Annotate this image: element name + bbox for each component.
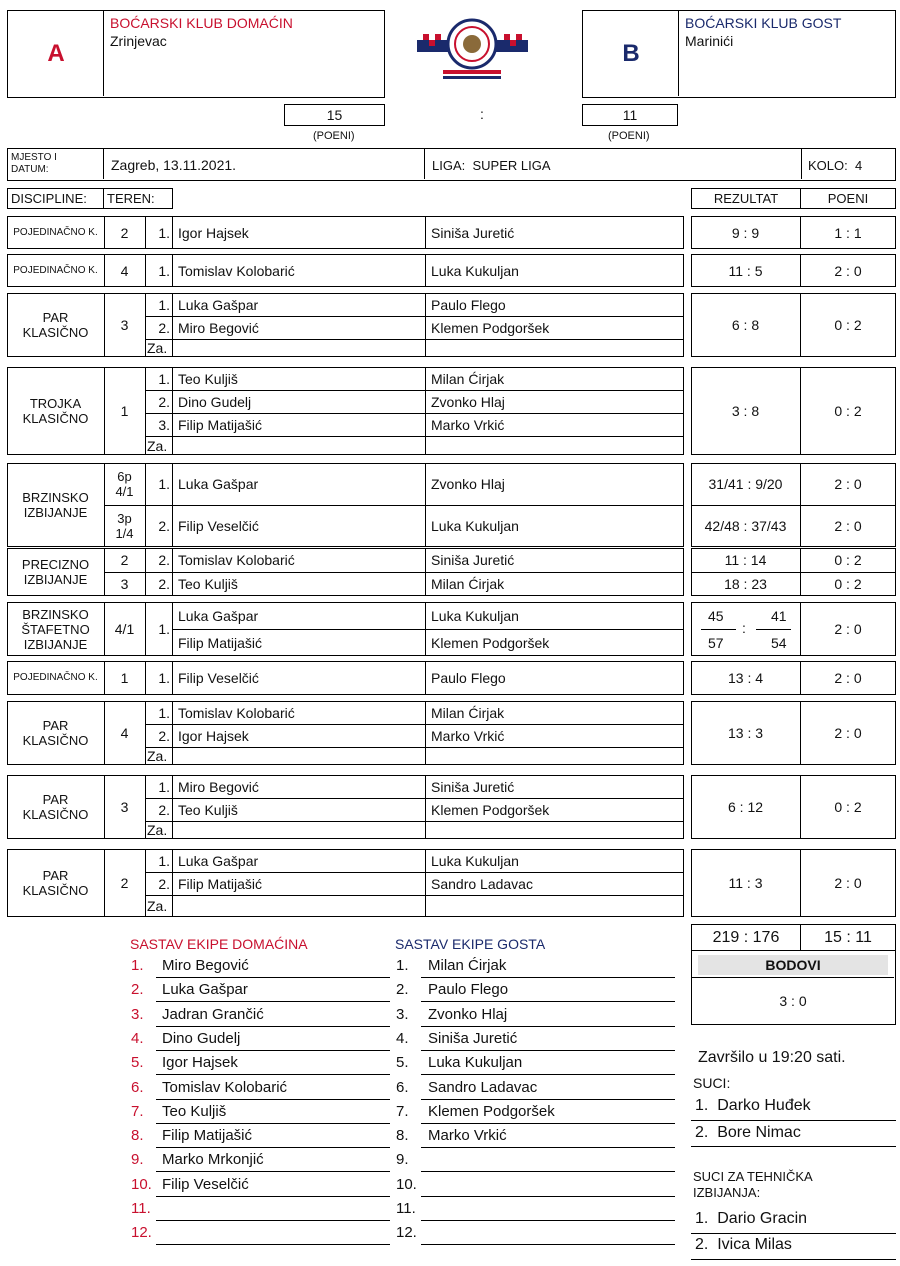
home-player: Filip Veselčić	[178, 670, 259, 686]
away-roster-player: Milan Ćirjak	[428, 957, 507, 974]
bodovi-label: BODOVI	[698, 955, 888, 975]
match-points: 0 : 2	[834, 576, 862, 592]
judges-label: SUCI:	[693, 1075, 731, 1091]
discipline-header: DISCIPLINE:	[7, 188, 104, 209]
relay-away-1: 41	[771, 608, 787, 624]
points-header: POENI	[800, 188, 896, 209]
away-roster-number: 5.	[396, 1054, 409, 1071]
discipline-label: PRECIZNO IZBIJANJE	[21, 557, 90, 587]
substitute-label: Za.	[147, 898, 168, 914]
match-points: 2 : 0	[834, 875, 862, 891]
match-result: 6 : 8	[731, 317, 760, 333]
relay-colon: :	[742, 620, 746, 636]
home-player: Filip Veselčić	[178, 518, 259, 534]
away-roster-player: Marko Vrkić	[428, 1127, 507, 1144]
away-player: Luka Kukuljan	[431, 607, 519, 624]
player-number: 1.	[158, 704, 170, 721]
player-number: 2.	[158, 319, 170, 336]
player-number: 2.	[158, 518, 170, 534]
home-player: Luka Gašpar	[178, 607, 259, 624]
home-player: Tomislav Kolobarić	[178, 262, 295, 279]
away-player: Luka Kukuljan	[431, 262, 519, 279]
away-player: Milan Ćirjak	[431, 370, 505, 387]
substitute-label: Za.	[147, 822, 168, 838]
player-number: 2.	[158, 727, 170, 744]
away-roster-number: 12.	[396, 1224, 417, 1241]
terrain-number: 1	[120, 403, 129, 419]
away-player: Klemen Podgoršek	[431, 801, 550, 818]
home-player: Filip Matijašić	[178, 416, 263, 433]
bodovi-box	[691, 950, 896, 1025]
result-header: REZULTAT	[691, 188, 801, 209]
terrain-number: 2	[120, 551, 129, 568]
total-score: 219 : 176	[691, 924, 801, 951]
finished-time: Završilo u 19:20 sati.	[698, 1049, 846, 1066]
away-player: Paulo Flego	[431, 296, 506, 313]
home-player: Tomislav Kolobarić	[178, 552, 295, 568]
away-player: Siniša Juretić	[431, 552, 515, 568]
tech-judge-1: 1. Dario Gracin	[695, 1210, 808, 1227]
discipline-label: POJEDINAČNO K.	[13, 672, 98, 683]
player-number: 1.	[158, 852, 170, 869]
match-result: 9 : 9	[731, 224, 760, 241]
away-roster-player: Klemen Podgoršek	[428, 1103, 555, 1120]
away-roster-number: 3.	[396, 1006, 409, 1023]
match-points: 0 : 2	[834, 552, 862, 568]
home-roster-player: Jadran Grančić	[162, 1006, 264, 1023]
away-team-name: Marinići	[685, 33, 734, 49]
home-player: Miro Begović	[178, 778, 259, 795]
player-number: 2.	[158, 875, 170, 892]
league-value: LIGA: SUPER LIGA	[432, 158, 551, 173]
away-player: Milan Ćirjak	[431, 576, 505, 592]
home-roster-player: Dino Gudelj	[162, 1030, 241, 1047]
player-number: 2.	[158, 552, 170, 568]
terrain-number: 4	[120, 262, 129, 279]
place-label: MJESTO I DATUM:	[11, 152, 57, 175]
home-roster-number: 9.	[131, 1151, 144, 1168]
away-points: 11	[582, 104, 678, 126]
relay-away-2: 54	[771, 635, 787, 651]
player-number: 3.	[158, 416, 170, 433]
discipline-label: PAR KLASIČNO	[22, 868, 89, 898]
home-roster-title: SASTAV EKIPE DOMAĆINA	[130, 936, 308, 952]
home-player: Luka Gašpar	[178, 852, 259, 869]
home-roster-number: 1.	[131, 957, 144, 974]
player-number: 1.	[158, 621, 170, 637]
away-player: Siniša Juretić	[431, 778, 515, 795]
player-number: 1.	[158, 670, 170, 686]
match-result: 11 : 14	[724, 552, 767, 568]
home-roster-number: 11.	[131, 1200, 151, 1217]
terrain-number: 2	[120, 224, 129, 241]
bodovi-value: 3 : 0	[779, 993, 807, 1009]
away-player: Zvonko Hlaj	[431, 393, 505, 410]
home-team-letter: A	[47, 39, 65, 67]
terrain-header: TEREN:	[103, 188, 173, 209]
away-roster-player: Siniša Juretić	[428, 1030, 518, 1047]
home-team-name: Zrinjevac	[110, 33, 167, 49]
match-result: 18 : 23	[724, 576, 767, 592]
away-roster-number: 2.	[396, 981, 409, 998]
home-player: Tomislav Kolobarić	[178, 704, 295, 721]
player-number: 1.	[158, 476, 170, 492]
away-player: Sandro Ladavac	[431, 875, 533, 892]
away-team-label: BOĆARSKI KLUB GOST	[685, 15, 842, 31]
terrain-number: 1	[120, 670, 129, 686]
away-roster-number: 1.	[396, 957, 409, 974]
away-roster-player: Zvonko Hlaj	[428, 1006, 508, 1023]
match-result: 6 : 12	[727, 799, 764, 815]
away-player: Marko Vrkić	[431, 416, 505, 433]
terrain-number: 4	[120, 725, 129, 741]
away-roster-player: Luka Kukuljan	[428, 1054, 523, 1071]
discipline-label: PAR KLASIČNO	[22, 792, 89, 822]
match-points: 0 : 2	[834, 403, 862, 419]
match-result: 11 : 5	[728, 262, 763, 279]
terrain-number: 2	[120, 875, 129, 891]
relay-home-2: 57	[708, 635, 724, 651]
substitute-label: Za.	[147, 748, 168, 764]
home-player: Miro Begović	[178, 319, 259, 336]
home-roster-number: 10.	[131, 1176, 152, 1193]
home-player: Dino Gudelj	[178, 393, 252, 410]
away-player: Luka Kukuljan	[431, 518, 519, 534]
home-roster-player: Teo Kuljiš	[162, 1103, 227, 1120]
home-player: Filip Matijašić	[178, 875, 263, 892]
relay-home-1: 45	[708, 608, 724, 624]
terrain-number: 3	[120, 575, 129, 592]
away-player: Luka Kukuljan	[431, 852, 519, 869]
match-points: 2 : 0	[834, 262, 862, 279]
home-roster-number: 7.	[131, 1103, 144, 1120]
home-roster-number: 4.	[131, 1030, 144, 1047]
substitute-label: Za.	[147, 340, 168, 356]
substitute-label: Za.	[147, 437, 168, 454]
home-player: Luka Gašpar	[178, 476, 259, 492]
player-number: 2.	[158, 393, 170, 410]
match-points: 2 : 0	[834, 670, 862, 686]
home-player: Teo Kuljiš	[178, 801, 238, 818]
away-team-letter: B	[622, 39, 640, 67]
home-roster-number: 3.	[131, 1006, 144, 1023]
total-points: 15 : 11	[800, 924, 896, 951]
match-points: 2 : 0	[834, 725, 862, 741]
terrain-number: 3	[120, 799, 129, 815]
round-value: KOLO: 4	[808, 158, 863, 173]
discipline-label: POJEDINAČNO K.	[13, 264, 98, 276]
player-number: 2.	[158, 801, 170, 818]
match-result: 11 : 3	[728, 875, 763, 891]
away-roster-number: 6.	[396, 1079, 409, 1096]
away-roster-player: Sandro Ladavac	[428, 1079, 538, 1096]
judge-1: 1. Darko Huđek	[695, 1097, 811, 1114]
match-points: 0 : 2	[834, 799, 862, 815]
match-points: 0 : 2	[834, 317, 862, 333]
match-points: 2 : 0	[834, 518, 862, 534]
discipline-label: BRZINSKO IZBIJANJE	[22, 490, 89, 520]
player-number: 1.	[158, 370, 170, 387]
away-roster-number: 4.	[396, 1030, 409, 1047]
match-result: 42/48 : 37/43	[704, 518, 787, 534]
home-roster-number: 8.	[131, 1127, 144, 1144]
place-value: Zagreb, 13.11.2021.	[111, 157, 237, 173]
home-team-box	[7, 10, 385, 98]
away-roster-number: 9.	[396, 1151, 409, 1168]
home-points-caption: (POENI)	[313, 130, 355, 142]
home-player: Filip Matijašić	[178, 634, 263, 651]
home-roster-player: Luka Gašpar	[162, 981, 248, 998]
match-points: 2 : 0	[834, 621, 862, 637]
away-roster-player: Paulo Flego	[428, 981, 509, 998]
match-result: 3 : 8	[731, 403, 760, 419]
home-roster-number: 12.	[131, 1224, 152, 1241]
home-player: Luka Gašpar	[178, 296, 259, 313]
league-logo	[415, 12, 530, 84]
home-points: 15	[284, 104, 385, 126]
home-roster-player: Filip Matijašić	[162, 1127, 253, 1144]
home-roster-player: Miro Begović	[162, 957, 249, 974]
home-roster-player: Filip Veselčić	[162, 1176, 249, 1193]
match-points: 2 : 0	[834, 476, 862, 492]
away-roster-number: 11.	[396, 1200, 416, 1217]
discipline-label: POJEDINAČNO K.	[13, 226, 98, 238]
player-number: 2.	[158, 576, 170, 592]
terrain-number: 6p 4/1	[115, 469, 134, 499]
tech-judges-label: SUCI ZA TEHNIČKA IZBIJANJA:	[693, 1169, 812, 1200]
away-player: Milan Ćirjak	[431, 704, 505, 721]
away-points-caption: (POENI)	[608, 130, 650, 142]
away-player: Marko Vrkić	[431, 727, 505, 744]
home-team-label: BOĆARSKI KLUB DOMAĆIN	[110, 15, 293, 31]
away-player: Paulo Flego	[431, 670, 506, 686]
tech-judge-2: 2. Ivica Milas	[695, 1236, 792, 1253]
away-roster-number: 7.	[396, 1103, 409, 1120]
home-roster-player: Marko Mrkonjić	[162, 1151, 264, 1168]
discipline-label: TROJKA KLASIČNO	[22, 396, 89, 426]
terrain-number: 4/1	[114, 621, 135, 637]
discipline-label: BRZINSKO ŠTAFETNO IZBIJANJE	[21, 606, 90, 652]
home-player: Igor Hajsek	[178, 224, 249, 241]
home-roster-player: Tomislav Kolobarić	[162, 1079, 288, 1096]
match-result: 13 : 3	[727, 725, 764, 741]
match-points: 1 : 1	[834, 224, 862, 241]
away-player: Zvonko Hlaj	[431, 476, 505, 492]
away-roster-title: SASTAV EKIPE GOSTA	[395, 936, 546, 952]
home-roster-player: Igor Hajsek	[162, 1054, 238, 1071]
away-player: Klemen Podgoršek	[431, 634, 550, 651]
player-number: 1.	[158, 224, 170, 241]
away-roster-number: 10.	[396, 1176, 417, 1193]
match-result: 13 : 4	[727, 670, 764, 686]
home-player: Teo Kuljiš	[178, 576, 238, 592]
away-player: Klemen Podgoršek	[431, 319, 550, 336]
away-roster-number: 8.	[396, 1127, 409, 1144]
discipline-label: PAR KLASIČNO	[22, 718, 89, 748]
score-colon: :	[480, 106, 484, 122]
judge-2: 2. Bore Nimac	[695, 1124, 801, 1141]
home-player: Igor Hajsek	[178, 727, 249, 744]
player-number: 1.	[158, 778, 170, 795]
discipline-label: PAR KLASIČNO	[22, 310, 89, 340]
player-number: 1.	[158, 296, 170, 313]
terrain-number: 3	[120, 317, 129, 333]
away-team-box	[582, 10, 896, 98]
terrain-number: 3p 1/4	[115, 511, 134, 541]
info-row	[7, 148, 896, 181]
match-result: 31/41 : 9/20	[708, 476, 783, 492]
player-number: 1.	[158, 262, 170, 279]
home-roster-number: 5.	[131, 1054, 144, 1071]
home-roster-number: 6.	[131, 1079, 144, 1096]
home-roster-number: 2.	[131, 981, 144, 998]
away-player: Siniša Juretić	[431, 224, 515, 241]
home-player: Teo Kuljiš	[178, 370, 238, 387]
